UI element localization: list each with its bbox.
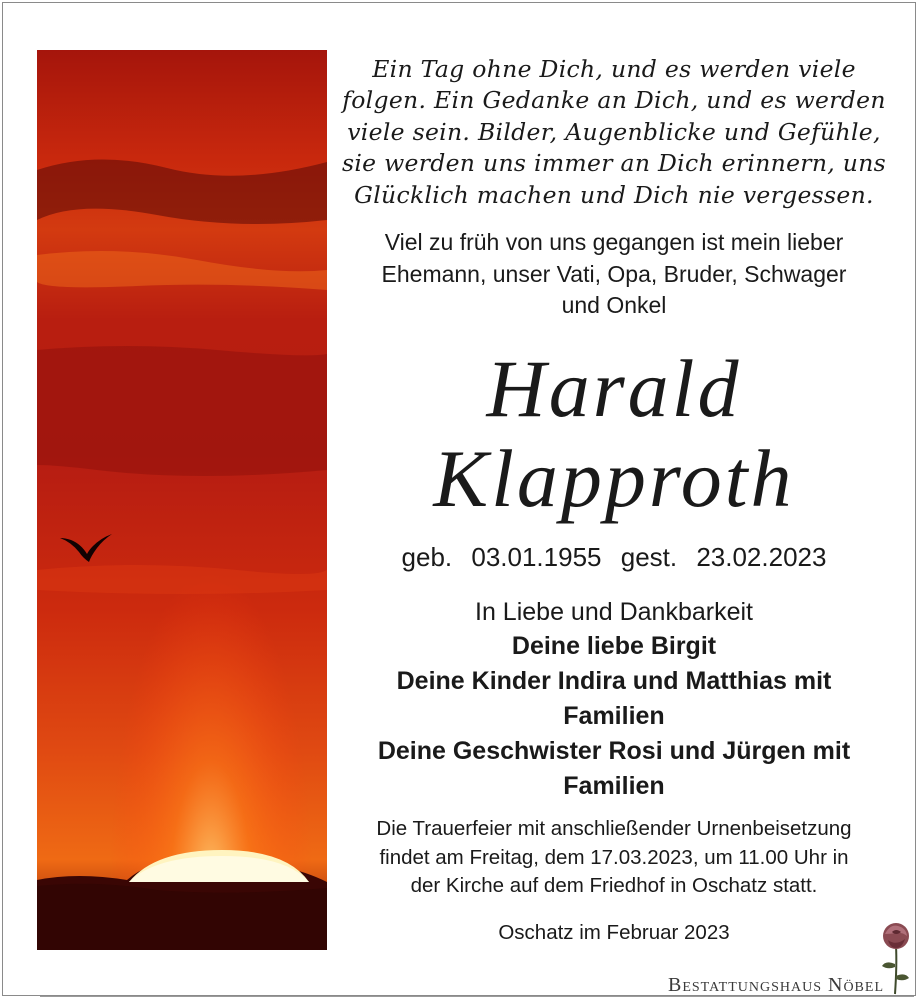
place-date: Oschatz im Februar 2023 bbox=[498, 921, 730, 944]
sunset-image bbox=[37, 50, 327, 950]
mourner-line: Deine liebe Birgit bbox=[511, 632, 717, 660]
mourner-line: Deine Geschwister Rosi und Jürgen mit bbox=[377, 737, 851, 765]
poem bbox=[330, 54, 898, 211]
death-date: gest. 23.02.2023 bbox=[620, 542, 827, 572]
last-name: Klapproth bbox=[433, 433, 795, 524]
mourners-intro: In Liebe und Dankbarkeit bbox=[475, 598, 753, 626]
funeral-line: Die Trauerfeier mit anschließender Urnenbeisetzung bbox=[376, 817, 852, 840]
poem-line: sie werden uns immer an Dich erinnern, uns bbox=[341, 149, 887, 178]
intro-text bbox=[330, 227, 898, 322]
sunset-photo bbox=[37, 50, 327, 950]
first-name: Harald bbox=[486, 343, 742, 434]
bird-silhouette-icon bbox=[59, 532, 113, 568]
poem-line: Ein Tag ohne Dich, und es werden viele bbox=[372, 55, 856, 83]
intro-line: Viel zu früh von uns gegangen ist mein lieber bbox=[384, 229, 844, 255]
funeral-line: der Kirche auf dem Friedhof in Oschatz statt. bbox=[410, 874, 818, 898]
funeral-line: findet am Freitag, dem 17.03.2023, um 11.00 Uhr in bbox=[379, 845, 849, 869]
intro-line: und Onkel bbox=[561, 292, 667, 318]
undertaker-name: Bestattungshaus Nöbel bbox=[668, 974, 884, 996]
intro-line: Ehemann, unser Vati, Opa, Bruder, Schwager bbox=[381, 260, 847, 287]
bottom-rule bbox=[40, 996, 914, 997]
funeral-info bbox=[330, 815, 898, 901]
poem-line: folgen. Ein Gedanke an Dich, und es werden bbox=[342, 86, 886, 115]
deceased-name bbox=[330, 344, 898, 524]
life-dates bbox=[330, 540, 898, 574]
mourner-line: Deine Kinder Indira und Matthias mit bbox=[396, 667, 832, 695]
poem-line: Glücklich machen und Dich nie vergessen. bbox=[354, 180, 874, 209]
birth-date: geb. 03.01.1955 bbox=[401, 542, 602, 572]
mourner-line: Familien bbox=[563, 702, 665, 730]
poem-line: viele sein. Bilder, Augenblicke und Gefühle, bbox=[347, 117, 881, 146]
rose-icon bbox=[876, 920, 916, 996]
mourner-line: Familien bbox=[563, 772, 665, 800]
mourners-list bbox=[330, 629, 898, 804]
